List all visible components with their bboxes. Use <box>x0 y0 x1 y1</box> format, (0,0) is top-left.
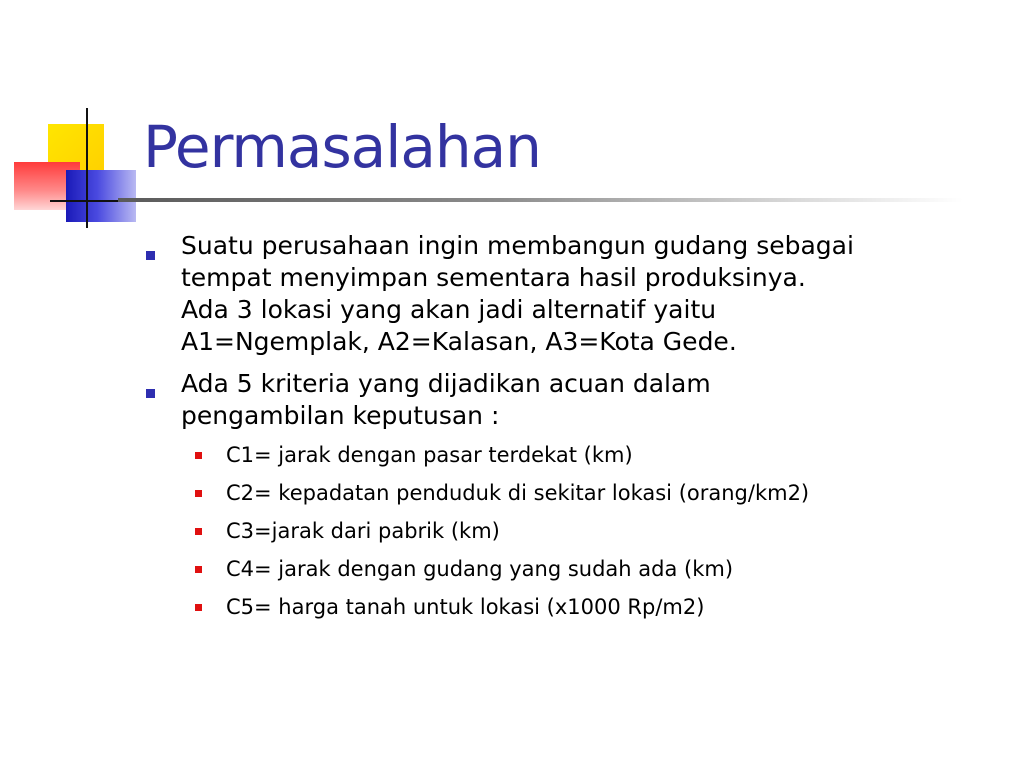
criteria-c3-text: C3=jarak dari pabrik (km) <box>226 519 500 543</box>
sub-bullet-square-icon <box>195 604 202 611</box>
criteria-item-c5 <box>181 588 1000 626</box>
slide-logo-decoration <box>0 0 150 240</box>
title-underline <box>118 198 963 202</box>
sub-bullet-square-icon <box>195 452 202 459</box>
criteria-list <box>181 436 1000 626</box>
bullet-item-2 <box>140 368 1000 626</box>
sub-bullet-square-icon <box>195 490 202 497</box>
criteria-item-c4 <box>181 550 1000 588</box>
bullet-square-icon <box>146 251 155 260</box>
bullet-1-line-4: A1=Ngemplak, A2=Kalasan, A3=Kota Gede. <box>181 327 737 356</box>
logo-vertical-line <box>86 108 88 228</box>
criteria-item-c3 <box>181 512 1000 550</box>
bullet-1-line-3: Ada 3 lokasi yang akan jadi alternatif yaitu <box>181 295 717 324</box>
bullet-1-line-1: Suatu perusahaan ingin membangun gudang sebagai <box>181 231 854 260</box>
logo-blue-square <box>66 170 136 222</box>
bullet-2-line-1: Ada 5 kriteria yang dijadikan acuan dalam <box>181 369 711 398</box>
criteria-c5-text: C5= harga tanah untuk lokasi (x1000 Rp/m2) <box>226 595 705 619</box>
criteria-c4-text: C4= jarak dengan gudang yang sudah ada (km) <box>226 557 734 581</box>
criteria-item-c2 <box>181 474 1000 512</box>
bullet-item-1 <box>140 230 1000 358</box>
bullet-square-icon <box>146 389 155 398</box>
bullet-2-line-2: pengambilan keputusan : <box>181 401 500 430</box>
slide-content <box>140 230 1000 636</box>
sub-bullet-square-icon <box>195 528 202 535</box>
bullet-list <box>140 230 1000 626</box>
criteria-item-c1 <box>181 436 1000 474</box>
criteria-c2-text: C2= kepadatan penduduk di sekitar lokasi (orang/km2) <box>226 481 810 505</box>
slide-title: Permasalahan <box>143 113 541 181</box>
bullet-1-line-2: tempat menyimpan sementara hasil produksinya. <box>181 263 806 292</box>
sub-bullet-square-icon <box>195 566 202 573</box>
criteria-c1-text: C1= jarak dengan pasar terdekat (km) <box>226 443 633 467</box>
